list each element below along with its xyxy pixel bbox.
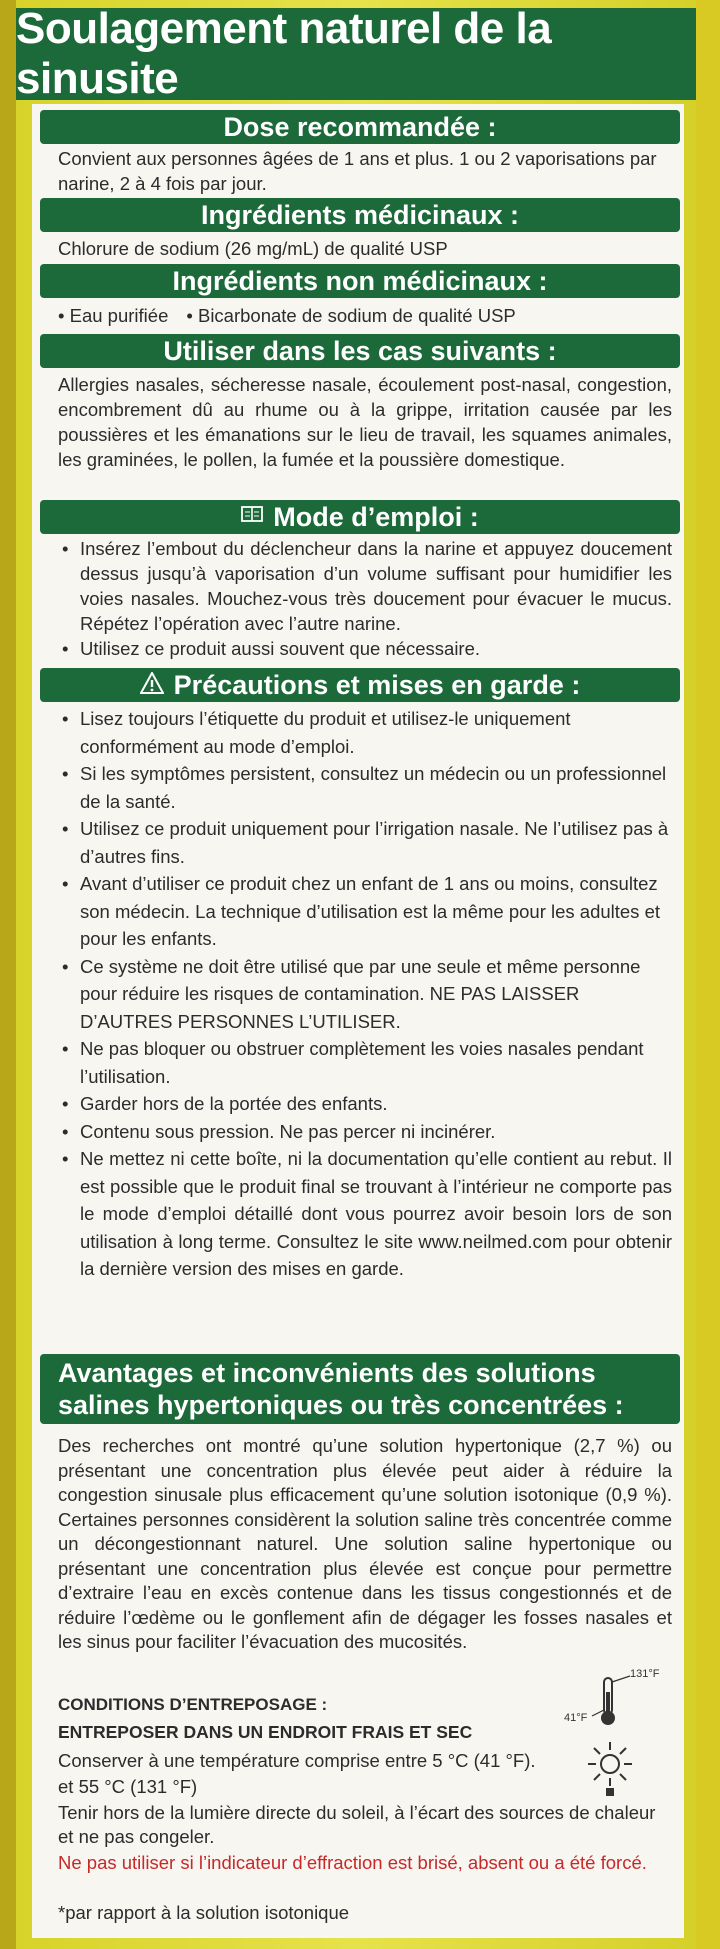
- thermo-low-label: 41°F: [564, 1712, 588, 1724]
- edge-strip: [0, 0, 16, 1949]
- page-title: Soulagement naturel de la sinusite: [16, 8, 696, 100]
- medicinal-heading: Ingrédients médicinaux :: [40, 198, 680, 232]
- list-item: • Avant d’utiliser ce produit chez un enfant de 1 ans ou moins, consultez son médecin. La technique d’utilisation est la même pour les adultes et pour les enfants.: [58, 870, 672, 953]
- list-item: • Eau purifiée: [58, 305, 169, 326]
- book-icon: [241, 505, 263, 529]
- list-item: • Utilisez ce produit uniquement pour l’irrigation nasale. Ne l’utilisez pas à d’autres fins.: [58, 815, 672, 870]
- advantages-heading: Avantages et inconvénients des solutions salines hypertoniques ou très concentrées :: [40, 1354, 680, 1424]
- tamper-warning: Ne pas utiliser si l’indicateur d’effraction est brisé, absent ou a été forcé.: [58, 1852, 647, 1873]
- uses-heading: Utiliser dans les cas suivants :: [40, 334, 680, 368]
- storage-subheading: ENTREPOSER DANS UN ENDROIT FRAIS ET SEC: [58, 1722, 473, 1742]
- list-item: • Utilisez ce produit aussi souvent que nécessaire.: [58, 636, 672, 661]
- storage-line3: Tenir hors de la lumière directe du soleil, à l’écart des sources de chaleur et ne pas congeler.: [58, 1802, 656, 1847]
- list-item: • Ce système ne doit être utilisé que par une seule et même personne pour réduire les risques de contamination. NE PAS LAISSER D’AUTRES PERSONNES L’UTILISER.: [58, 953, 672, 1036]
- list-item: • Ne pas bloquer ou obstruer complètement les voies nasales pendant l’utilisation.: [58, 1035, 672, 1090]
- warning-icon: [140, 670, 164, 701]
- advantages-text: Des recherches ont montré qu’une solution hypertonique (2,7 %) ou présentant une concentration plus élevée peut aider à réduire la congestion sinusale plus efficacement qu’une solution isotonique (0,9 %). Certaines personnes considèrent la solution saline très concentrée comme un décongestionnant naturel. Une solution saline hypertonique ou présentant une concentration plus élevée est conçue pour permettre d’extraire l’eau en excès contenue dans les tissus congestionnés et de réduire l’œdème ou le gonflement afin de dégager les fosses nasales et les sinus pour faciliter l’évacuation des mucosités.: [58, 1435, 672, 1652]
- nonmedicinal-list: [58, 303, 672, 328]
- storage-line2: et 55 °C (131 °F): [58, 1776, 198, 1797]
- footnote: *par rapport à la solution isotonique: [58, 1902, 350, 1923]
- storage-line1: Conserver à une température comprise entre 5 °C (41 °F).: [58, 1750, 536, 1771]
- list-item: • Contenu sous pression. Ne pas percer ni incinérer.: [58, 1118, 672, 1146]
- no-sun-icon: [582, 1738, 638, 1798]
- list-item: • Garder hors de la portée des enfants.: [58, 1090, 672, 1118]
- dose-text: Convient aux personnes âgées de 1 ans et plus. 1 ou 2 vaporisations par narine, 2 à 4 fois par jour.: [58, 148, 657, 194]
- thermometer-icon: [560, 1668, 660, 1732]
- list-item: • Ne mettez ni cette boîte, ni la documentation qu’elle contient au rebut. Il est possible que le produit final se trouvant à l’intérieur ne comporte pas le mode d’emploi détaillé dont vous pourrez avoir besoin lors de son utilisation à long terme. Consultez le site www.neilmed.com pour obtenir la dernière version des mises en garde.: [58, 1145, 672, 1283]
- list-item: • Bicarbonate de sodium de qualité USP: [186, 305, 516, 326]
- mode-list: [58, 536, 672, 661]
- list-item: • Si les symptômes persistent, consultez un médecin ou un professionnel de la santé.: [58, 760, 672, 815]
- nonmedicinal-heading: Ingrédients non médicinaux :: [40, 264, 680, 298]
- medicinal-text: Chlorure de sodium (26 mg/mL) de qualité USP: [58, 238, 448, 259]
- edge-strip-right: [696, 0, 720, 1949]
- storage-heading: CONDITIONS D’ENTREPOSAGE :: [58, 1695, 328, 1714]
- uses-text: Allergies nasales, sécheresse nasale, écoulement post-nasal, congestion, encombrement dû au rhume ou à la grippe, irritation causée par les poussières et les émanations sur le lieu de travail, les squames animales, les graminées, le pollen, la fumée et la poussière domestique.: [58, 374, 672, 470]
- precautions-heading: Précautions et mises en garde :: [40, 668, 680, 702]
- dose-heading: Dose recommandée :: [40, 110, 680, 144]
- list-item: • Insérez l’embout du déclencheur dans la narine et appuyez doucement dessus jusqu’à vaporisation d’un volume suffisant pour humidifier les voies nasales. Mouchez-vous très doucement pour évacuer le mucus. Répétez l’opération avec l’autre narine.: [58, 536, 672, 636]
- list-item: • Lisez toujours l’étiquette du produit et utilisez-le uniquement conformément au mode d’emploi.: [58, 705, 672, 760]
- thermo-high-label: 131°F: [630, 1668, 660, 1680]
- precautions-list: [58, 705, 672, 1283]
- mode-heading: Mode d’emploi :: [40, 500, 680, 534]
